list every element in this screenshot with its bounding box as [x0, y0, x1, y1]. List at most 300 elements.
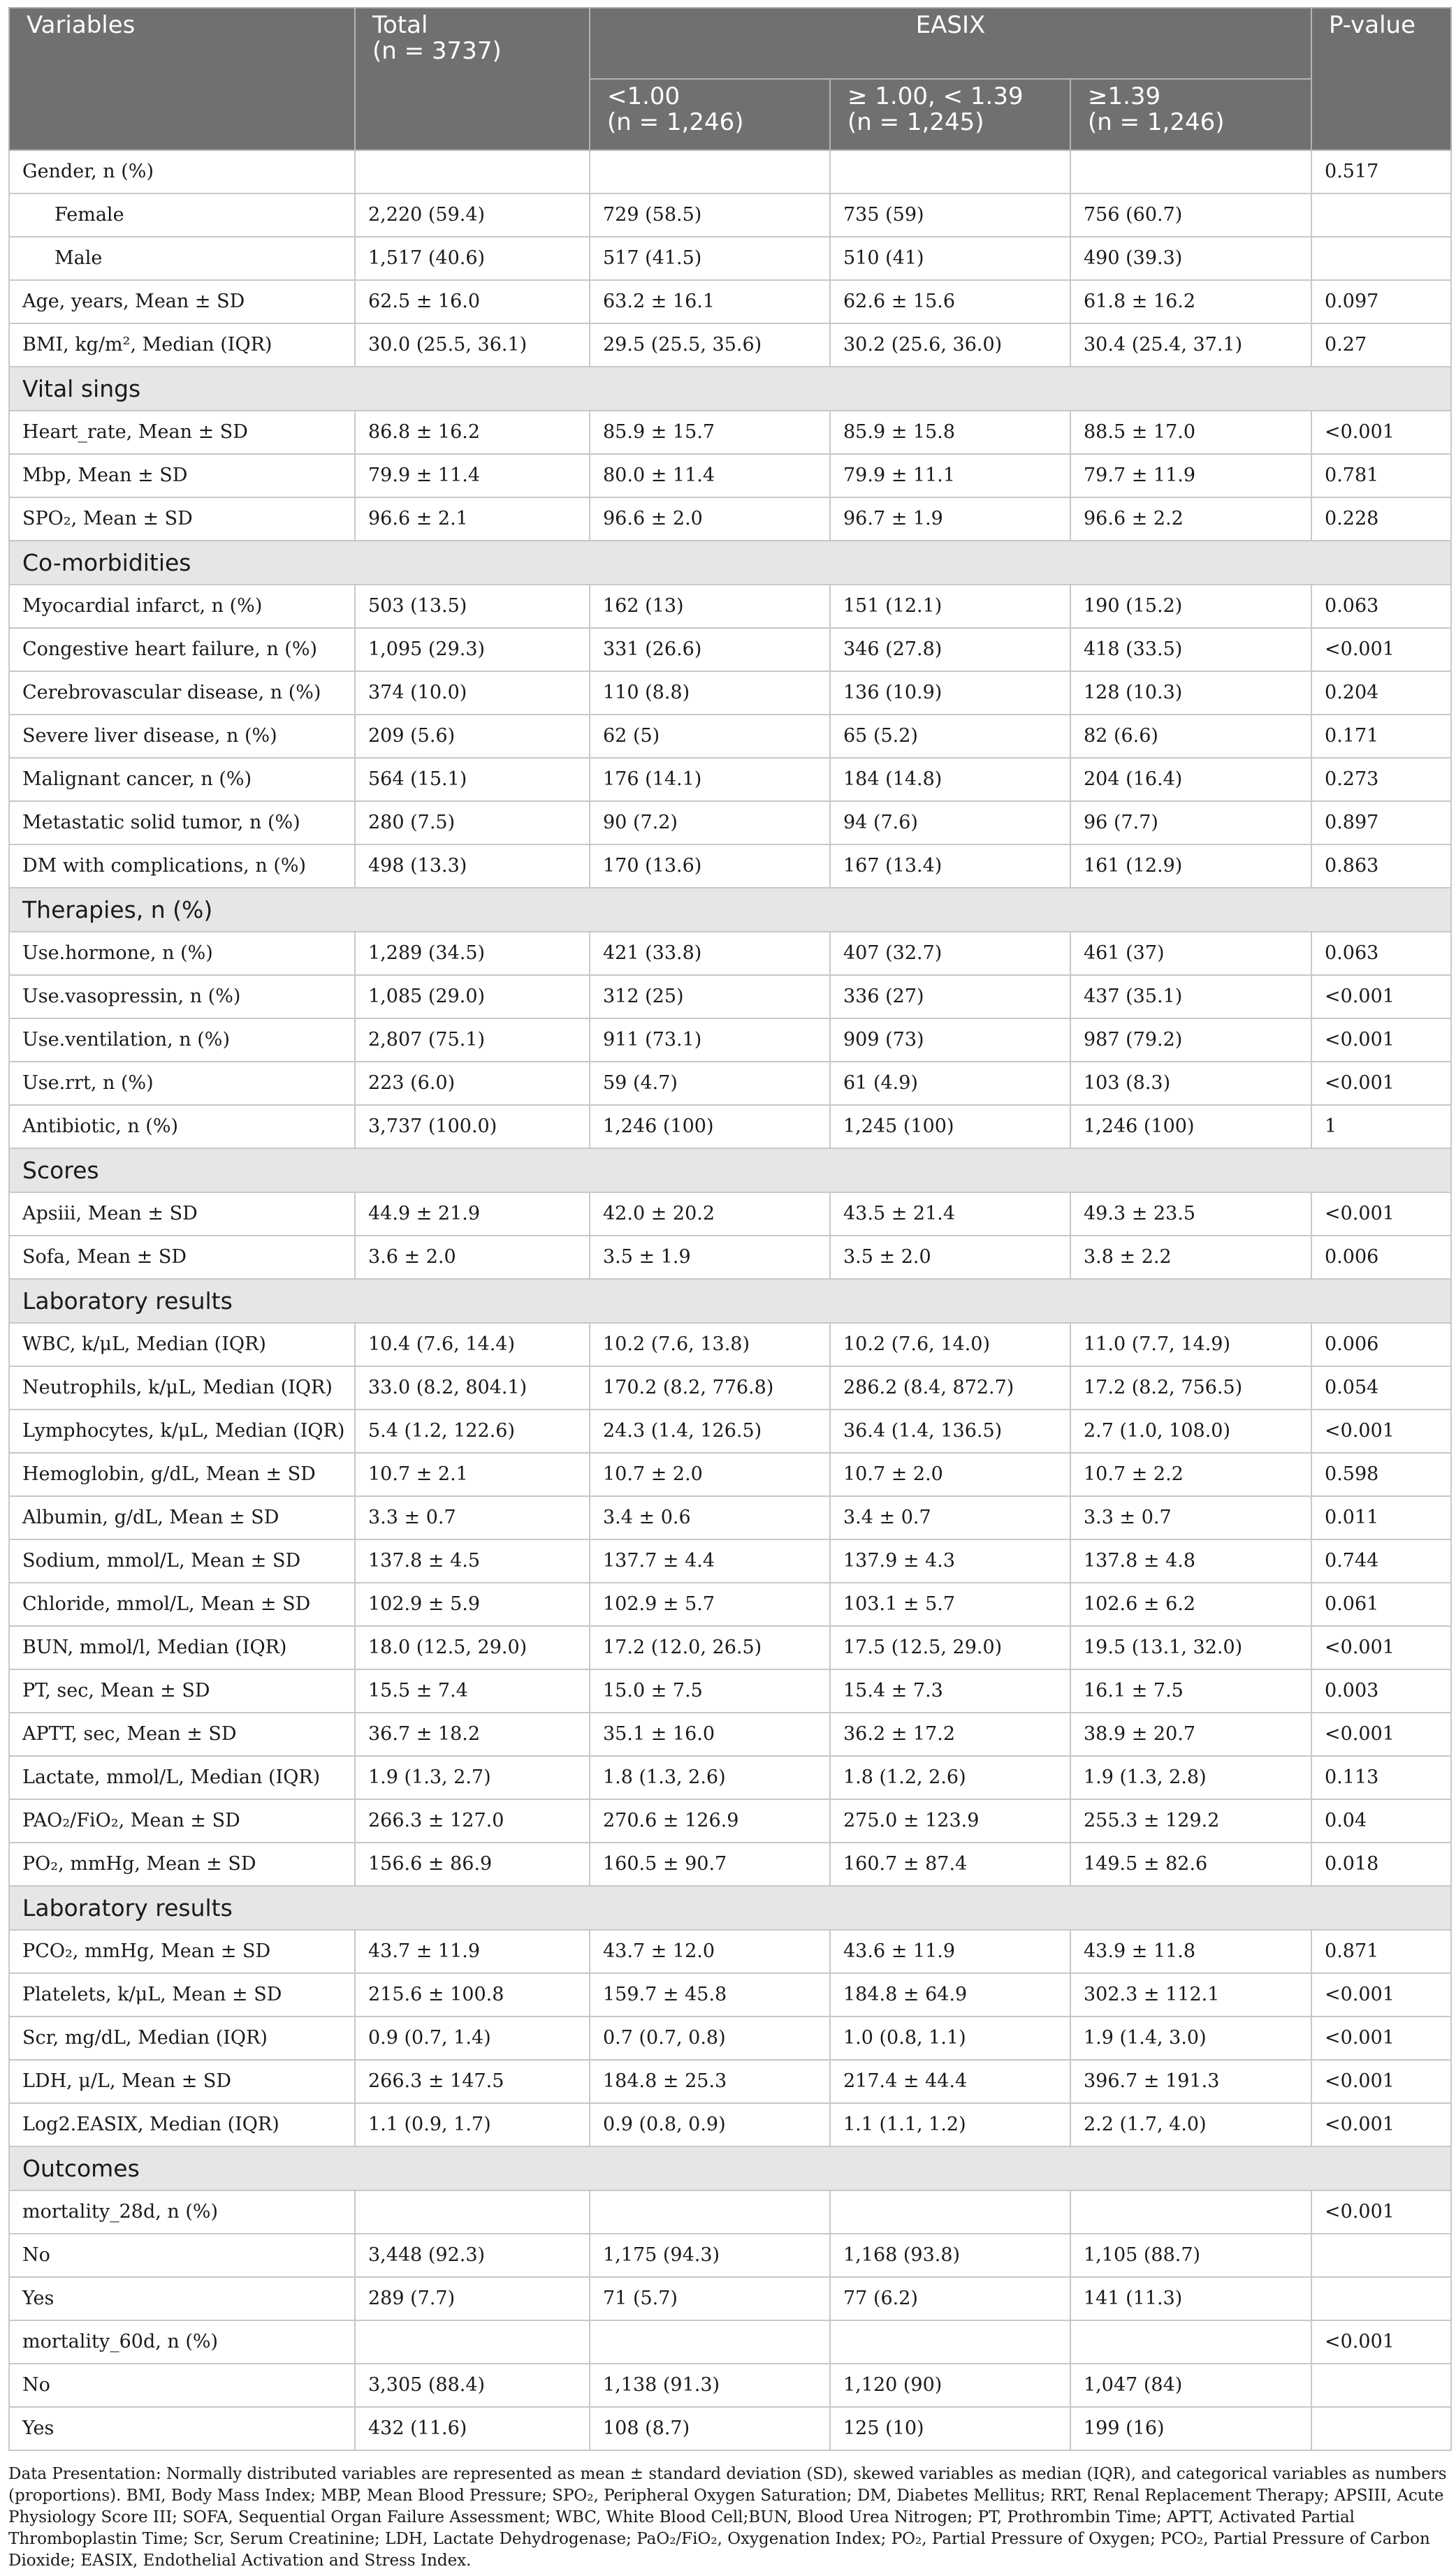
easix-mid-cell: 103.1 ± 5.7 — [830, 1583, 1070, 1626]
table-row — [9, 2190, 1451, 2234]
variable-label: Gender, n (%) — [9, 150, 355, 193]
table-row — [9, 2103, 1451, 2146]
variable-label: Metastatic solid tumor, n (%) — [9, 801, 355, 844]
total-cell: 102.9 ± 5.9 — [355, 1583, 590, 1626]
total-cell: 266.3 ± 147.5 — [355, 2060, 590, 2103]
section-row — [9, 367, 1451, 411]
table-row — [9, 2060, 1451, 2103]
easix-high-cell: 396.7 ± 191.3 — [1070, 2060, 1311, 2103]
variable-label: Use.vasopressin, n (%) — [9, 975, 355, 1018]
easix-low-cell — [590, 150, 830, 193]
easix-low-cell: 170.2 (8.2, 776.8) — [590, 1366, 830, 1410]
variable-label: Use.hormone, n (%) — [9, 932, 355, 975]
variable-label: No — [9, 2364, 355, 2407]
section-heading: Vital sings — [9, 367, 1451, 411]
variable-label: LDH, μ/L, Mean ± SD — [9, 2060, 355, 2103]
total-cell: 5.4 (1.2, 122.6) — [355, 1410, 590, 1453]
easix-high-cell: 302.3 ± 112.1 — [1070, 1973, 1311, 2017]
pvalue-cell: 0.27 — [1311, 323, 1451, 367]
easix-low-cell: 85.9 ± 15.7 — [590, 411, 830, 454]
pvalue-cell: <0.001 — [1311, 2103, 1451, 2146]
pvalue-cell: 0.011 — [1311, 1496, 1451, 1539]
pvalue-cell: 0.04 — [1311, 1799, 1451, 1843]
pvalue-cell: 0.744 — [1311, 1539, 1451, 1583]
easix-mid-cell: 407 (32.7) — [830, 932, 1070, 975]
table-row — [9, 1539, 1451, 1583]
easix-high-cell: 88.5 ± 17.0 — [1070, 411, 1311, 454]
easix-high-cell: 1,105 (88.7) — [1070, 2234, 1311, 2277]
easix-low-cell: 90 (7.2) — [590, 801, 830, 844]
easix-high-cell: 96.6 ± 2.2 — [1070, 497, 1311, 541]
section-heading: Laboratory results — [9, 1279, 1451, 1323]
easix-high-cell: 1,047 (84) — [1070, 2364, 1311, 2407]
easix-low-cell: 29.5 (25.5, 35.6) — [590, 323, 830, 367]
variable-label: Lactate, mmol/L, Median (IQR) — [9, 1756, 355, 1799]
header-total — [355, 8, 590, 150]
table-row — [9, 2017, 1451, 2060]
pvalue-cell: 0.517 — [1311, 150, 1451, 193]
easix-high-cell: 437 (35.1) — [1070, 975, 1311, 1018]
easix-mid-cell: 65 (5.2) — [830, 715, 1070, 758]
easix-high-cell: 987 (79.2) — [1070, 1018, 1311, 1062]
variable-label: No — [9, 2234, 355, 2277]
easix-high-cell: 141 (11.3) — [1070, 2277, 1311, 2320]
total-cell: 62.5 ± 16.0 — [355, 280, 590, 323]
table-row — [9, 1062, 1451, 1105]
pvalue-cell: <0.001 — [1311, 1192, 1451, 1236]
table-row — [9, 1669, 1451, 1713]
easix-high-cell: 1.9 (1.3, 2.8) — [1070, 1756, 1311, 1799]
easix-mid-cell: 43.5 ± 21.4 — [830, 1192, 1070, 1236]
easix-mid-cell: 77 (6.2) — [830, 2277, 1070, 2320]
pvalue-cell: <0.001 — [1311, 411, 1451, 454]
easix-mid-cell: 136 (10.9) — [830, 671, 1070, 715]
table-row — [9, 1713, 1451, 1756]
easix-high-cell: 1,246 (100) — [1070, 1105, 1311, 1148]
variable-label: Congestive heart failure, n (%) — [9, 628, 355, 671]
variable-label: Yes — [9, 2277, 355, 2320]
total-cell: 1,095 (29.3) — [355, 628, 590, 671]
table-row — [9, 2234, 1451, 2277]
header-easix-group-n: (n = 1,246) — [1088, 108, 1225, 136]
variable-label: Severe liver disease, n (%) — [9, 715, 355, 758]
easix-mid-cell: 510 (41) — [830, 237, 1070, 280]
table-row — [9, 2320, 1451, 2364]
pvalue-cell: 1 — [1311, 1105, 1451, 1148]
easix-mid-cell: 137.9 ± 4.3 — [830, 1539, 1070, 1583]
table-row — [9, 585, 1451, 628]
easix-mid-cell — [830, 2190, 1070, 2234]
total-cell: 289 (7.7) — [355, 2277, 590, 2320]
easix-high-cell: 161 (12.9) — [1070, 844, 1311, 888]
pvalue-cell: 0.897 — [1311, 801, 1451, 844]
easix-mid-cell: 43.6 ± 11.9 — [830, 1930, 1070, 1973]
variable-label: Male — [9, 237, 355, 280]
table-row — [9, 2407, 1451, 2450]
easix-mid-cell — [830, 2320, 1070, 2364]
total-cell: 266.3 ± 127.0 — [355, 1799, 590, 1843]
section-row — [9, 1148, 1451, 1192]
variable-label: Myocardial infarct, n (%) — [9, 585, 355, 628]
easix-low-cell: 729 (58.5) — [590, 193, 830, 237]
easix-high-cell: 30.4 (25.4, 37.1) — [1070, 323, 1311, 367]
table-row — [9, 193, 1451, 237]
easix-mid-cell: 1.0 (0.8, 1.1) — [830, 2017, 1070, 2060]
total-cell: 503 (13.5) — [355, 585, 590, 628]
easix-low-cell: 10.2 (7.6, 13.8) — [590, 1323, 830, 1366]
easix-mid-cell: 151 (12.1) — [830, 585, 1070, 628]
easix-mid-cell: 3.4 ± 0.7 — [830, 1496, 1070, 1539]
easix-high-cell: 103 (8.3) — [1070, 1062, 1311, 1105]
easix-mid-cell: 17.5 (12.5, 29.0) — [830, 1626, 1070, 1669]
total-cell: 432 (11.6) — [355, 2407, 590, 2450]
easix-low-cell: 10.7 ± 2.0 — [590, 1453, 830, 1496]
total-cell: 1.1 (0.9, 1.7) — [355, 2103, 590, 2146]
easix-low-cell: 71 (5.7) — [590, 2277, 830, 2320]
total-cell: 33.0 (8.2, 804.1) — [355, 1366, 590, 1410]
header-easix-group-range: ≥1.39 — [1088, 82, 1161, 110]
header-total-n: (n = 3737) — [372, 37, 502, 65]
pvalue-cell: 0.863 — [1311, 844, 1451, 888]
variable-label: Sodium, mmol/L, Mean ± SD — [9, 1539, 355, 1583]
table-row — [9, 715, 1451, 758]
variable-label: APTT, sec, Mean ± SD — [9, 1713, 355, 1756]
easix-high-cell — [1070, 150, 1311, 193]
easix-high-cell: 2.7 (1.0, 108.0) — [1070, 1410, 1311, 1453]
table-row — [9, 1323, 1451, 1366]
pvalue-cell: 0.228 — [1311, 497, 1451, 541]
variable-label: Use.rrt, n (%) — [9, 1062, 355, 1105]
total-cell: 96.6 ± 2.1 — [355, 497, 590, 541]
easix-mid-cell: 184 (14.8) — [830, 758, 1070, 801]
header-easix-group-range: ≥ 1.00, < 1.39 — [847, 82, 1024, 110]
easix-high-cell: 461 (37) — [1070, 932, 1311, 975]
easix-mid-cell: 62.6 ± 15.6 — [830, 280, 1070, 323]
document-page — [8, 7, 1450, 2572]
variable-label: PO₂, mmHg, Mean ± SD — [9, 1843, 355, 1886]
pvalue-cell: <0.001 — [1311, 1973, 1451, 2017]
easix-high-cell: 96 (7.7) — [1070, 801, 1311, 844]
easix-low-cell: 517 (41.5) — [590, 237, 830, 280]
easix-low-cell: 96.6 ± 2.0 — [590, 497, 830, 541]
easix-mid-cell: 36.4 (1.4, 136.5) — [830, 1410, 1070, 1453]
total-cell: 280 (7.5) — [355, 801, 590, 844]
table-row — [9, 1973, 1451, 2017]
pvalue-cell — [1311, 237, 1451, 280]
total-cell: 3.6 ± 2.0 — [355, 1236, 590, 1279]
total-cell: 1,289 (34.5) — [355, 932, 590, 975]
total-cell: 79.9 ± 11.4 — [355, 454, 590, 497]
total-cell: 2,807 (75.1) — [355, 1018, 590, 1062]
variable-label: Female — [9, 193, 355, 237]
easix-high-cell: 128 (10.3) — [1070, 671, 1311, 715]
easix-high-cell — [1070, 2320, 1311, 2364]
variable-label: Heart_rate, Mean ± SD — [9, 411, 355, 454]
section-row — [9, 1279, 1451, 1323]
table-row — [9, 1366, 1451, 1410]
easix-low-cell: 108 (8.7) — [590, 2407, 830, 2450]
total-cell: 18.0 (12.5, 29.0) — [355, 1626, 590, 1669]
easix-low-cell: 162 (13) — [590, 585, 830, 628]
header-easix-group — [1070, 79, 1311, 150]
easix-mid-cell: 1.1 (1.1, 1.2) — [830, 2103, 1070, 2146]
total-cell — [355, 150, 590, 193]
easix-mid-cell: 909 (73) — [830, 1018, 1070, 1062]
pvalue-cell: <0.001 — [1311, 1410, 1451, 1453]
easix-low-cell: 331 (26.6) — [590, 628, 830, 671]
total-cell — [355, 2320, 590, 2364]
table-row — [9, 1192, 1451, 1236]
easix-high-cell: 43.9 ± 11.8 — [1070, 1930, 1311, 1973]
pvalue-cell — [1311, 2277, 1451, 2320]
easix-low-cell: 110 (8.8) — [590, 671, 830, 715]
table-row — [9, 1018, 1451, 1062]
total-cell: 209 (5.6) — [355, 715, 590, 758]
easix-mid-cell: 336 (27) — [830, 975, 1070, 1018]
table-row — [9, 1496, 1451, 1539]
easix-mid-cell: 1,245 (100) — [830, 1105, 1070, 1148]
total-cell: 137.8 ± 4.5 — [355, 1539, 590, 1583]
easix-high-cell: 10.7 ± 2.2 — [1070, 1453, 1311, 1496]
total-cell: 498 (13.3) — [355, 844, 590, 888]
pvalue-cell: 0.006 — [1311, 1236, 1451, 1279]
total-cell: 3,448 (92.3) — [355, 2234, 590, 2277]
variable-label: Cerebrovascular disease, n (%) — [9, 671, 355, 715]
total-cell: 0.9 (0.7, 1.4) — [355, 2017, 590, 2060]
table-row — [9, 1236, 1451, 1279]
easix-low-cell: 3.5 ± 1.9 — [590, 1236, 830, 1279]
table-row — [9, 2364, 1451, 2407]
pvalue-cell: 0.003 — [1311, 1669, 1451, 1713]
pvalue-cell: 0.061 — [1311, 1583, 1451, 1626]
easix-mid-cell: 85.9 ± 15.8 — [830, 411, 1070, 454]
baseline-characteristics-table — [8, 7, 1452, 2451]
pvalue-cell: 0.781 — [1311, 454, 1451, 497]
table-row — [9, 975, 1451, 1018]
easix-mid-cell: 10.2 (7.6, 14.0) — [830, 1323, 1070, 1366]
pvalue-cell: 0.063 — [1311, 585, 1451, 628]
section-heading: Scores — [9, 1148, 1451, 1192]
variable-label: Use.ventilation, n (%) — [9, 1018, 355, 1062]
variable-label: PCO₂, mmHg, Mean ± SD — [9, 1930, 355, 1973]
pvalue-cell: <0.001 — [1311, 975, 1451, 1018]
easix-high-cell: 2.2 (1.7, 4.0) — [1070, 2103, 1311, 2146]
easix-low-cell: 1.8 (1.3, 2.6) — [590, 1756, 830, 1799]
table-row — [9, 1105, 1451, 1148]
easix-low-cell: 15.0 ± 7.5 — [590, 1669, 830, 1713]
table-body — [9, 150, 1451, 2450]
easix-mid-cell: 275.0 ± 123.9 — [830, 1799, 1070, 1843]
easix-high-cell: 149.5 ± 82.6 — [1070, 1843, 1311, 1886]
total-cell: 1,085 (29.0) — [355, 975, 590, 1018]
total-cell: 2,220 (59.4) — [355, 193, 590, 237]
easix-high-cell: 199 (16) — [1070, 2407, 1311, 2450]
total-cell: 10.4 (7.6, 14.4) — [355, 1323, 590, 1366]
section-heading: Therapies, n (%) — [9, 888, 1451, 932]
easix-low-cell: 160.5 ± 90.7 — [590, 1843, 830, 1886]
easix-low-cell: 24.3 (1.4, 126.5) — [590, 1410, 830, 1453]
easix-mid-cell — [830, 150, 1070, 193]
section-row — [9, 2146, 1451, 2190]
easix-low-cell: 80.0 ± 11.4 — [590, 454, 830, 497]
pvalue-cell: 0.273 — [1311, 758, 1451, 801]
variable-label: Malignant cancer, n (%) — [9, 758, 355, 801]
easix-low-cell: 43.7 ± 12.0 — [590, 1930, 830, 1973]
easix-mid-cell: 1,168 (93.8) — [830, 2234, 1070, 2277]
easix-mid-cell: 125 (10) — [830, 2407, 1070, 2450]
variable-label: Chloride, mmol/L, Mean ± SD — [9, 1583, 355, 1626]
total-cell: 3,737 (100.0) — [355, 1105, 590, 1148]
easix-high-cell: 418 (33.5) — [1070, 628, 1311, 671]
total-cell: 374 (10.0) — [355, 671, 590, 715]
easix-low-cell: 59 (4.7) — [590, 1062, 830, 1105]
header-variables: Variables — [9, 8, 355, 150]
easix-high-cell: 16.1 ± 7.5 — [1070, 1669, 1311, 1713]
variable-label: DM with complications, n (%) — [9, 844, 355, 888]
easix-low-cell: 176 (14.1) — [590, 758, 830, 801]
section-row — [9, 888, 1451, 932]
variable-label: SPO₂, Mean ± SD — [9, 497, 355, 541]
table-row — [9, 628, 1451, 671]
total-cell: 156.6 ± 86.9 — [355, 1843, 590, 1886]
easix-mid-cell: 94 (7.6) — [830, 801, 1070, 844]
pvalue-cell: <0.001 — [1311, 1713, 1451, 1756]
header-easix-group — [590, 79, 830, 150]
easix-high-cell: 3.3 ± 0.7 — [1070, 1496, 1311, 1539]
variable-label: Lymphocytes, k/μL, Median (IQR) — [9, 1410, 355, 1453]
total-cell: 43.7 ± 11.9 — [355, 1930, 590, 1973]
easix-high-cell: 3.8 ± 2.2 — [1070, 1236, 1311, 1279]
variable-label: Log2.EASIX, Median (IQR) — [9, 2103, 355, 2146]
easix-mid-cell: 36.2 ± 17.2 — [830, 1713, 1070, 1756]
variable-label: Scr, mg/dL, Median (IQR) — [9, 2017, 355, 2060]
easix-low-cell: 42.0 ± 20.2 — [590, 1192, 830, 1236]
easix-low-cell: 421 (33.8) — [590, 932, 830, 975]
total-cell: 30.0 (25.5, 36.1) — [355, 323, 590, 367]
header-easix: EASIX — [590, 8, 1311, 79]
table-row — [9, 323, 1451, 367]
pvalue-cell: <0.001 — [1311, 2060, 1451, 2103]
table-row — [9, 844, 1451, 888]
easix-high-cell: 102.6 ± 6.2 — [1070, 1583, 1311, 1626]
easix-low-cell: 312 (25) — [590, 975, 830, 1018]
easix-high-cell: 756 (60.7) — [1070, 193, 1311, 237]
header-easix-group-range: <1.00 — [607, 82, 680, 110]
pvalue-cell: 0.113 — [1311, 1756, 1451, 1799]
easix-low-cell: 3.4 ± 0.6 — [590, 1496, 830, 1539]
table-header — [9, 8, 1451, 150]
easix-low-cell: 63.2 ± 16.1 — [590, 280, 830, 323]
easix-low-cell: 1,138 (91.3) — [590, 2364, 830, 2407]
table-row — [9, 671, 1451, 715]
variable-label: PT, sec, Mean ± SD — [9, 1669, 355, 1713]
pvalue-cell — [1311, 193, 1451, 237]
easix-low-cell: 184.8 ± 25.3 — [590, 2060, 830, 2103]
table-row — [9, 2277, 1451, 2320]
easix-high-cell: 19.5 (13.1, 32.0) — [1070, 1626, 1311, 1669]
pvalue-cell: 0.063 — [1311, 932, 1451, 975]
easix-high-cell: 490 (39.3) — [1070, 237, 1311, 280]
table-row — [9, 1930, 1451, 1973]
header-pvalue: P-value — [1311, 8, 1451, 150]
variable-label: Age, years, Mean ± SD — [9, 280, 355, 323]
easix-low-cell: 0.9 (0.8, 0.9) — [590, 2103, 830, 2146]
variable-label: mortality_60d, n (%) — [9, 2320, 355, 2364]
total-cell: 86.8 ± 16.2 — [355, 411, 590, 454]
easix-mid-cell: 10.7 ± 2.0 — [830, 1453, 1070, 1496]
easix-high-cell: 79.7 ± 11.9 — [1070, 454, 1311, 497]
easix-low-cell: 270.6 ± 126.9 — [590, 1799, 830, 1843]
easix-mid-cell: 160.7 ± 87.4 — [830, 1843, 1070, 1886]
easix-low-cell: 35.1 ± 16.0 — [590, 1713, 830, 1756]
pvalue-cell: <0.001 — [1311, 2190, 1451, 2234]
easix-mid-cell: 79.9 ± 11.1 — [830, 454, 1070, 497]
easix-mid-cell: 167 (13.4) — [830, 844, 1070, 888]
variable-label: BUN, mmol/l, Median (IQR) — [9, 1626, 355, 1669]
variable-label: Albumin, g/dL, Mean ± SD — [9, 1496, 355, 1539]
easix-high-cell: 255.3 ± 129.2 — [1070, 1799, 1311, 1843]
pvalue-cell: <0.001 — [1311, 1626, 1451, 1669]
easix-mid-cell: 61 (4.9) — [830, 1062, 1070, 1105]
easix-mid-cell: 3.5 ± 2.0 — [830, 1236, 1070, 1279]
pvalue-cell: 0.018 — [1311, 1843, 1451, 1886]
pvalue-cell: 0.871 — [1311, 1930, 1451, 1973]
easix-mid-cell: 735 (59) — [830, 193, 1070, 237]
easix-mid-cell: 184.8 ± 64.9 — [830, 1973, 1070, 2017]
easix-mid-cell: 1.8 (1.2, 2.6) — [830, 1756, 1070, 1799]
pvalue-cell — [1311, 2407, 1451, 2450]
header-total-label: Total — [372, 11, 428, 39]
easix-high-cell: 137.8 ± 4.8 — [1070, 1539, 1311, 1583]
easix-mid-cell: 96.7 ± 1.9 — [830, 497, 1070, 541]
section-row — [9, 1886, 1451, 1930]
table-row — [9, 932, 1451, 975]
header-easix-group-n: (n = 1,246) — [607, 108, 744, 136]
total-cell: 1,517 (40.6) — [355, 237, 590, 280]
table-row — [9, 454, 1451, 497]
pvalue-cell: 0.006 — [1311, 1323, 1451, 1366]
table-row — [9, 1626, 1451, 1669]
table-row — [9, 1410, 1451, 1453]
pvalue-cell — [1311, 2364, 1451, 2407]
easix-mid-cell: 286.2 (8.4, 872.7) — [830, 1366, 1070, 1410]
easix-low-cell: 0.7 (0.7, 0.8) — [590, 2017, 830, 2060]
section-heading: Laboratory results — [9, 1886, 1451, 1930]
table-row — [9, 801, 1451, 844]
easix-low-cell: 102.9 ± 5.7 — [590, 1583, 830, 1626]
table-footnote: Data Presentation: Normally distributed variables are represented as mean ± standard deviation (SD), skewed variables as median (IQR), and categorical variables as numbers (proportions). BMI, Body Mass Index; MBP, Mean Blood Pressure; SPO₂, Peripheral Oxygen Saturation; DM, Diabetes Mellitus; RRT, Renal Replacement Therapy; APSIII, Acute Physiology Score III; SOFA, Sequential Organ Failure Assessment; WBC, White Blood Cell;BUN, Blood Urea Nitrogen; PT, Prothrombin Time; APTT, Activated Partial Thromboplastin Time; Scr, Serum Creatinine; LDH, Lactate Dehydrogenase; PaO₂/FiO₂, Oxygenation Index; PO₂, Partial Pressure of Oxygen; PCO₂, Partial Pressure of Carbon Dioxide; EASIX, Endothelial Activation and Stress Index. — [8, 2465, 1447, 2570]
easix-low-cell: 62 (5) — [590, 715, 830, 758]
easix-low-cell: 17.2 (12.0, 26.5) — [590, 1626, 830, 1669]
variable-label: Apsiii, Mean ± SD — [9, 1192, 355, 1236]
easix-high-cell — [1070, 2190, 1311, 2234]
pvalue-cell: <0.001 — [1311, 628, 1451, 671]
section-heading: Co-morbidities — [9, 541, 1451, 585]
easix-mid-cell: 30.2 (25.6, 36.0) — [830, 323, 1070, 367]
variable-label: Yes — [9, 2407, 355, 2450]
pvalue-cell: <0.001 — [1311, 1018, 1451, 1062]
header-easix-group-n: (n = 1,245) — [847, 108, 984, 136]
pvalue-cell: 0.204 — [1311, 671, 1451, 715]
total-cell: 36.7 ± 18.2 — [355, 1713, 590, 1756]
easix-mid-cell: 217.4 ± 44.4 — [830, 2060, 1070, 2103]
easix-low-cell: 137.7 ± 4.4 — [590, 1539, 830, 1583]
easix-high-cell: 82 (6.6) — [1070, 715, 1311, 758]
table-row — [9, 150, 1451, 193]
pvalue-cell — [1311, 2234, 1451, 2277]
easix-high-cell: 190 (15.2) — [1070, 585, 1311, 628]
easix-low-cell — [590, 2190, 830, 2234]
